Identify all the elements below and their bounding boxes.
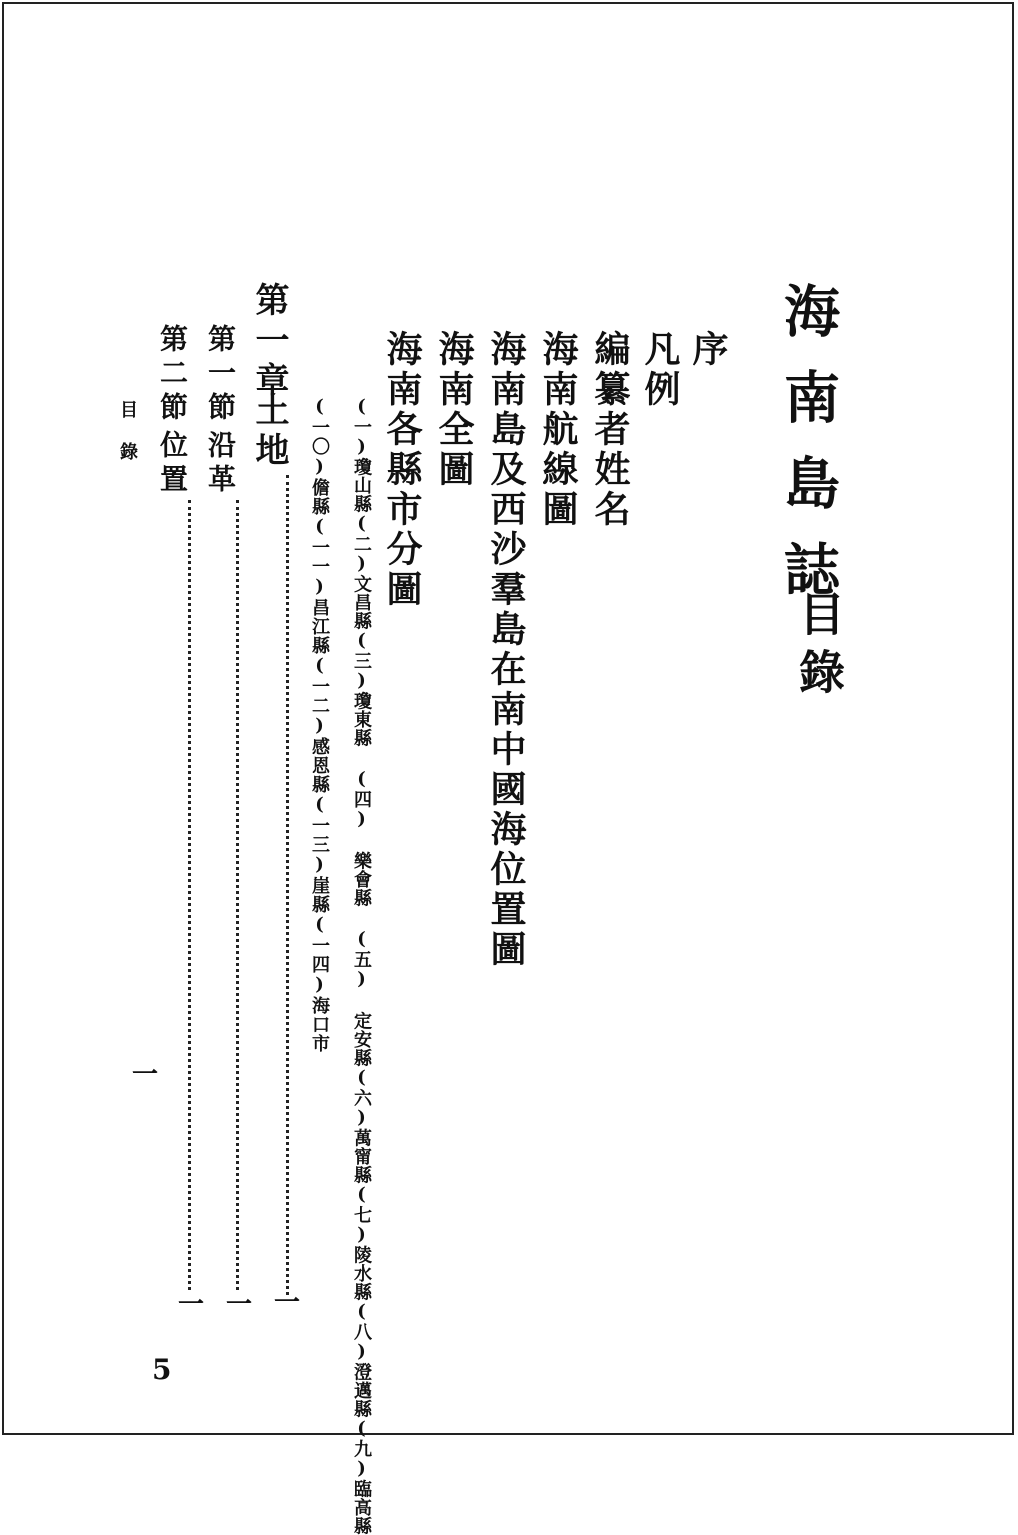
section-1-title: 沿革 bbox=[204, 430, 237, 498]
chapter-leader-dots bbox=[286, 475, 289, 1295]
chapter-title: 土地 bbox=[249, 392, 289, 472]
chapter-label: 第一章 bbox=[249, 282, 289, 402]
section-1-label: 第一節 bbox=[204, 324, 237, 426]
section-2-label: 第二節 bbox=[156, 324, 189, 426]
county-list-2: (一〇)儋縣(一一)昌江縣(一二)感恩縣(一三)崖縣(一四)海口市 bbox=[309, 396, 330, 1053]
section-1-page: 一 bbox=[226, 1290, 253, 1320]
entry-full-map: 海南全圖 bbox=[433, 330, 475, 490]
section-1-leader-dots bbox=[236, 500, 239, 1290]
entry-position-map: 海南島及西沙羣島在南中國海位置圖 bbox=[485, 330, 527, 970]
side-folio: 一 bbox=[132, 1060, 159, 1090]
book-title: 海南島誌 bbox=[775, 282, 841, 626]
section-2-title: 位置 bbox=[156, 430, 189, 498]
page-number: 5 bbox=[152, 1353, 172, 1386]
entry-county-maps: 海南各縣市分圖 bbox=[381, 330, 423, 610]
running-header: 目錄 bbox=[117, 400, 138, 484]
entry-rules: 凡例 bbox=[639, 330, 681, 410]
contents-heading: 目錄 bbox=[792, 590, 846, 706]
entry-routes-map: 海南航線圖 bbox=[537, 330, 579, 530]
section-2-page: 一 bbox=[178, 1290, 205, 1320]
county-list-1: (一)瓊山縣(二)文昌縣(三)瓊東縣 (四) 樂會縣 (五) 定安縣(六)萬甯縣(七)陵水縣(八)澄邁縣(九)臨高縣 bbox=[351, 396, 372, 1535]
section-2-leader-dots bbox=[188, 500, 191, 1290]
entry-preface: 序 bbox=[687, 330, 729, 370]
chapter-page: 一 bbox=[274, 1288, 301, 1318]
entry-compilers: 編纂者姓名 bbox=[589, 330, 631, 530]
